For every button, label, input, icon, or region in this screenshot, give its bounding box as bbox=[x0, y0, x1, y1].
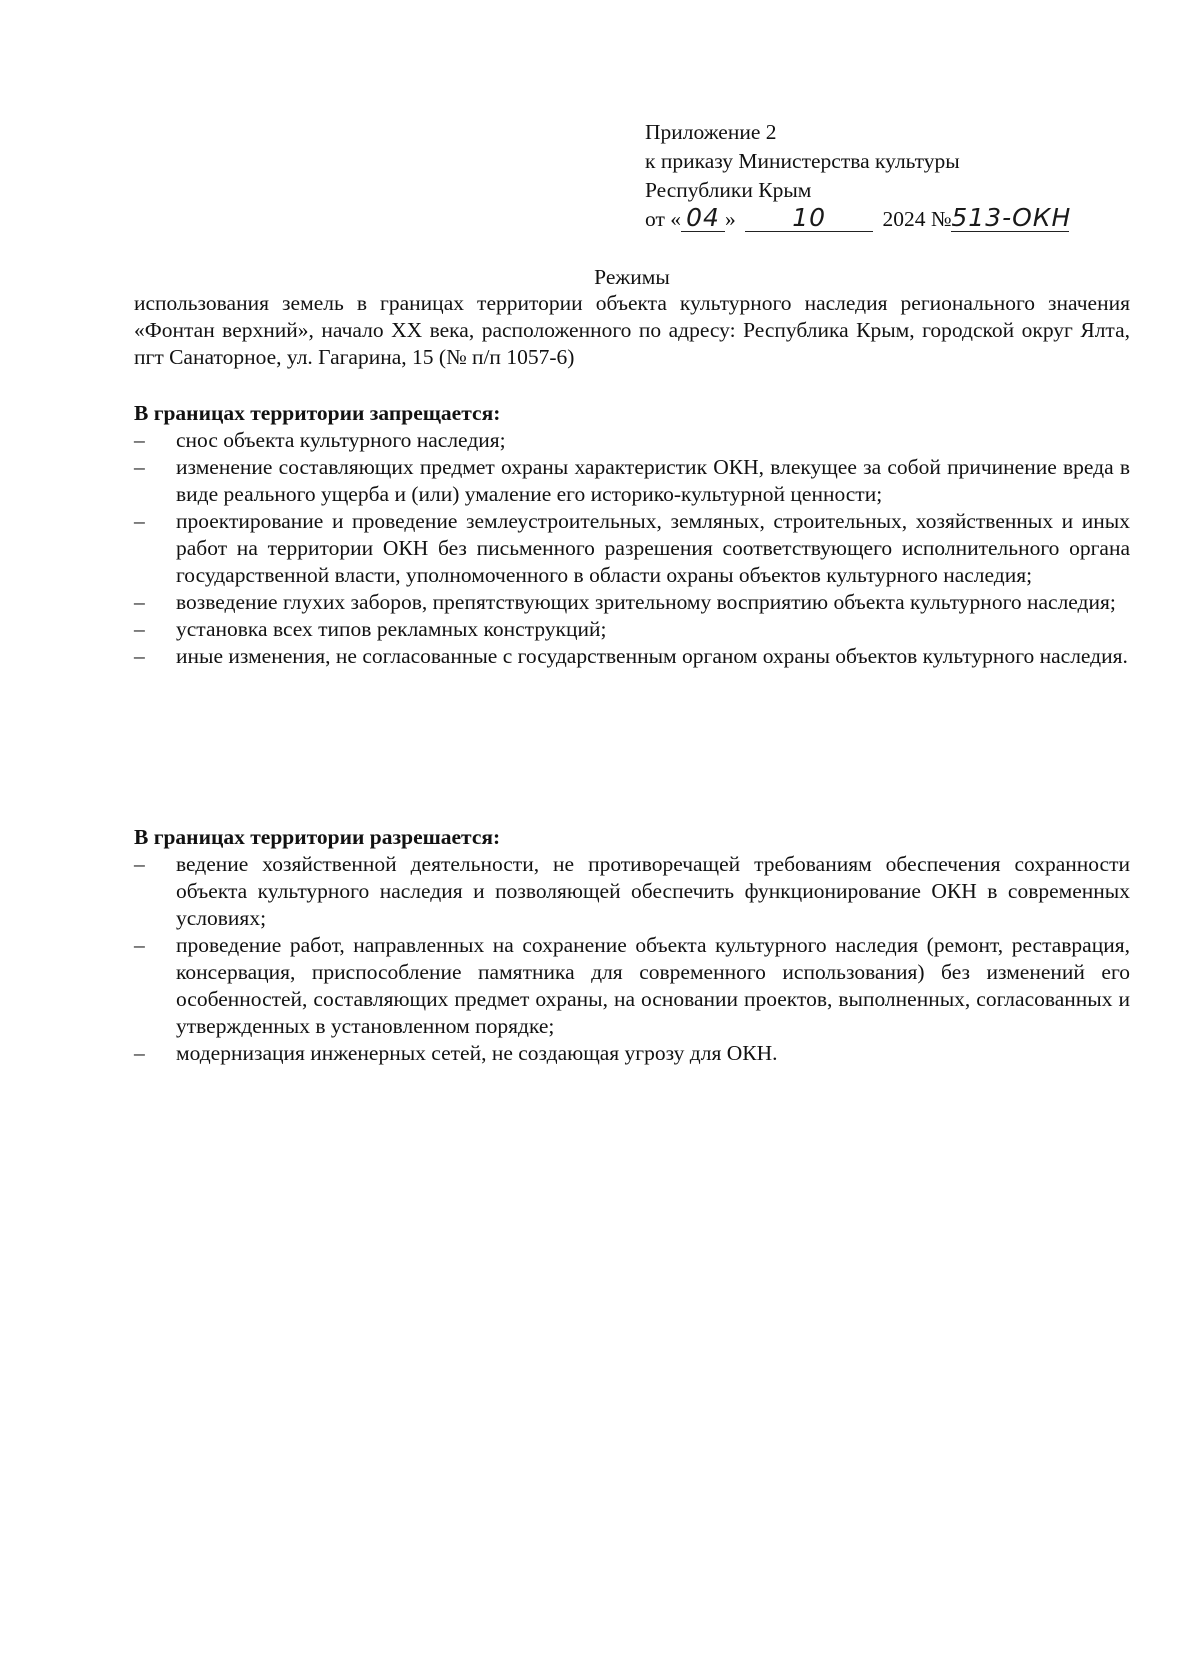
list-item bbox=[134, 454, 1130, 508]
date-prefix: от « bbox=[645, 207, 681, 231]
document-subtitle: использования земель в границах территории объекта культурного наследия регионального значения «Фонтан верхний», начало XX века, расположенного по адресу: Республика Крым, городской округ Ялта, пгт Санаторное, ул. Гагарина, 15 (№ п/п 1057-6) bbox=[134, 291, 1130, 369]
order-reference: к приказу Министерства культуры bbox=[645, 149, 960, 173]
appendix-number: Приложение 2 bbox=[645, 120, 777, 144]
date-quote-close: » bbox=[725, 207, 736, 231]
date-day-handwritten: 04 bbox=[686, 203, 720, 232]
document-title: Режимы bbox=[594, 265, 670, 289]
prohibited-section bbox=[134, 400, 1130, 670]
order-number-handwritten: 513-ОКН bbox=[951, 203, 1072, 232]
list-item-text: изменение составляющих предмет охраны характеристик ОКН, влекущее за собой причинение вреда в виде реального ущерба и (или) умаление его историко-культурной ценности; bbox=[176, 455, 1130, 506]
dash-marker: – bbox=[134, 1041, 145, 1065]
permitted-heading: В границах территории разрешается: bbox=[134, 825, 501, 849]
order-date-line bbox=[645, 205, 1115, 234]
date-day-field bbox=[681, 203, 725, 232]
list-item bbox=[134, 589, 1130, 616]
list-item-text: ведение хозяйственной деятельности, не противоречащей требованиям обеспечения сохранности объекта культурного наследия и позволяющей обеспечить функционирование ОКН в современных условиях; bbox=[176, 852, 1130, 930]
list-item bbox=[134, 616, 1130, 643]
dash-marker: – bbox=[134, 644, 145, 668]
republic-name: Республики Крым bbox=[645, 178, 812, 202]
date-month-field bbox=[745, 203, 873, 232]
list-item-text: снос объекта культурного наследия; bbox=[176, 428, 506, 452]
date-year: 2024 № bbox=[882, 207, 952, 231]
list-item-text: проведение работ, направленных на сохранение объекта культурного наследия (ремонт, реставрация, консервация, приспособление памятника для современного использования) без изменений его особенностей, составляющих предмет охраны, на основании проектов, выполненных, согласованных и утвержденных в установленном порядке; bbox=[176, 933, 1130, 1038]
order-number-field bbox=[951, 203, 1072, 232]
list-item bbox=[134, 932, 1130, 1040]
list-item-text: возведение глухих заборов, препятствующих зрительному восприятию объекта культурного наследия; bbox=[176, 590, 1116, 614]
list-item bbox=[134, 508, 1130, 589]
permitted-list bbox=[134, 851, 1130, 1067]
list-item-text: установка всех типов рекламных конструкций; bbox=[176, 617, 607, 641]
list-item bbox=[134, 643, 1130, 670]
list-item bbox=[134, 1040, 1130, 1067]
prohibited-heading: В границах территории запрещается: bbox=[134, 401, 501, 425]
dash-marker: – bbox=[134, 617, 145, 641]
dash-marker: – bbox=[134, 590, 145, 614]
list-item bbox=[134, 851, 1130, 932]
list-item-text: иные изменения, не согласованные с государственным органом охраны объектов культурного наследия. bbox=[176, 644, 1128, 668]
prohibited-list bbox=[134, 427, 1130, 670]
appendix-header bbox=[645, 118, 1115, 234]
list-item-text: проектирование и проведение землеустроительных, земляных, строительных, хозяйственных и иных работ на территории ОКН без письменного разрешения соответствующего исполнительного органа государственной власти, уполномоченного в области охраны объектов культурного наследия; bbox=[176, 509, 1130, 587]
dash-marker: – bbox=[134, 455, 145, 479]
dash-marker: – bbox=[134, 428, 145, 452]
list-item bbox=[134, 427, 1130, 454]
permitted-section bbox=[134, 824, 1130, 1067]
dash-marker: – bbox=[134, 852, 145, 876]
dash-marker: – bbox=[134, 933, 145, 957]
dash-marker: – bbox=[134, 509, 145, 533]
list-item-text: модернизация инженерных сетей, не создающая угрозу для ОКН. bbox=[176, 1041, 778, 1065]
date-month-handwritten: 10 bbox=[792, 203, 827, 232]
